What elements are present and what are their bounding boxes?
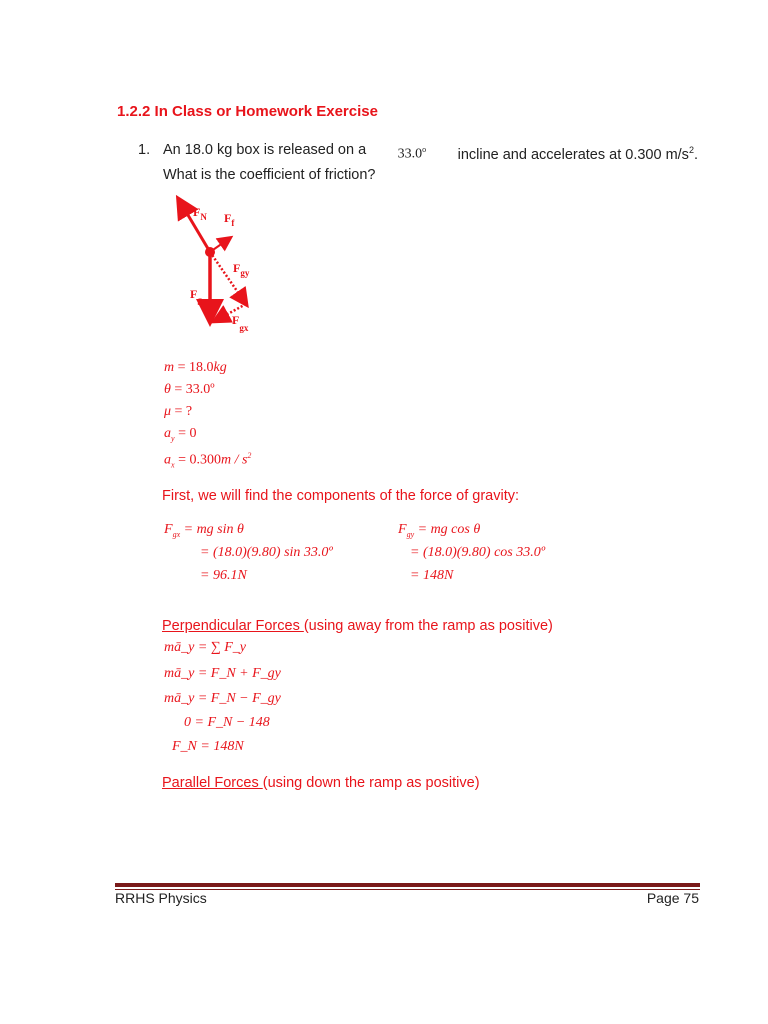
label-fn: $F_N$	[193, 205, 207, 222]
question-number: 1.	[138, 142, 151, 158]
question-text-a: An 18.0 kg box is released on a	[163, 142, 367, 158]
perpendicular-eq-5: F_N = 148N	[172, 739, 244, 754]
question-line-2: What is the coefficient of friction?	[163, 166, 376, 183]
given-mass: m = 18.0kg	[164, 360, 227, 375]
fgx-equation-line-1: $F_{gx}$ = mg sin θ	[164, 522, 244, 539]
fgx-equation-line-3: = 96.1N	[200, 568, 247, 583]
footer-course: RRHS Physics	[115, 890, 207, 906]
footer-page-number: Page 75	[646, 890, 699, 906]
given-ay: $a_y = 0$	[164, 426, 197, 443]
components-intro: First, we will find the components of the force of gravity:	[162, 488, 520, 504]
perpendicular-eq-3: mā_y = F_N − F_gy	[164, 691, 281, 706]
perpendicular-forces-heading: Perpendicular Forces (using away from the ramp as positive)	[162, 618, 553, 634]
fgy-component-arrow	[210, 252, 246, 304]
fgy-equation-line-2: = (18.0)(9.80) cos 33.0º	[410, 545, 546, 560]
perpendicular-eq-2: mā_y = F_N + F_gy	[164, 666, 281, 681]
label-fgx: $F_{gx}$	[232, 313, 249, 333]
footer-rule	[115, 883, 700, 887]
fgy-equation-line-3: = 148N	[410, 568, 454, 583]
fgy-equation-line-1: $F_{gy}$ = mg cos θ	[398, 522, 481, 539]
question-line-1	[163, 140, 698, 165]
fgx-component-arrow	[215, 304, 246, 321]
label-fgy: $F_{gy}$	[233, 261, 250, 278]
given-angle: θ = 33.0º	[164, 382, 215, 397]
parallel-forces-heading: Parallel Forces (using down the ramp as positive)	[162, 775, 480, 791]
question-body	[163, 140, 698, 185]
given-ax: $a_x = 0.300m / s^2$	[164, 451, 252, 470]
label-ff: $F_f$	[224, 211, 235, 228]
fgx-equation-line-2: = (18.0)(9.80) sin 33.0º	[200, 545, 333, 560]
section-title: 1.2.2 In Class or Homework Exercise	[117, 103, 378, 120]
box-point	[205, 247, 215, 257]
question-angle: 33.0$^o$	[397, 145, 427, 162]
given-mu: μ = ?	[164, 404, 193, 419]
perpendicular-eq-4: 0 = F_N − 148	[184, 715, 270, 730]
perpendicular-eq-1: mā_y = ∑ F_y	[164, 640, 247, 655]
question-text-b: incline and accelerates at 0.300 $m/s^2$.	[457, 145, 698, 163]
label-fg: $F_g$	[190, 287, 202, 305]
free-body-diagram	[160, 190, 280, 340]
